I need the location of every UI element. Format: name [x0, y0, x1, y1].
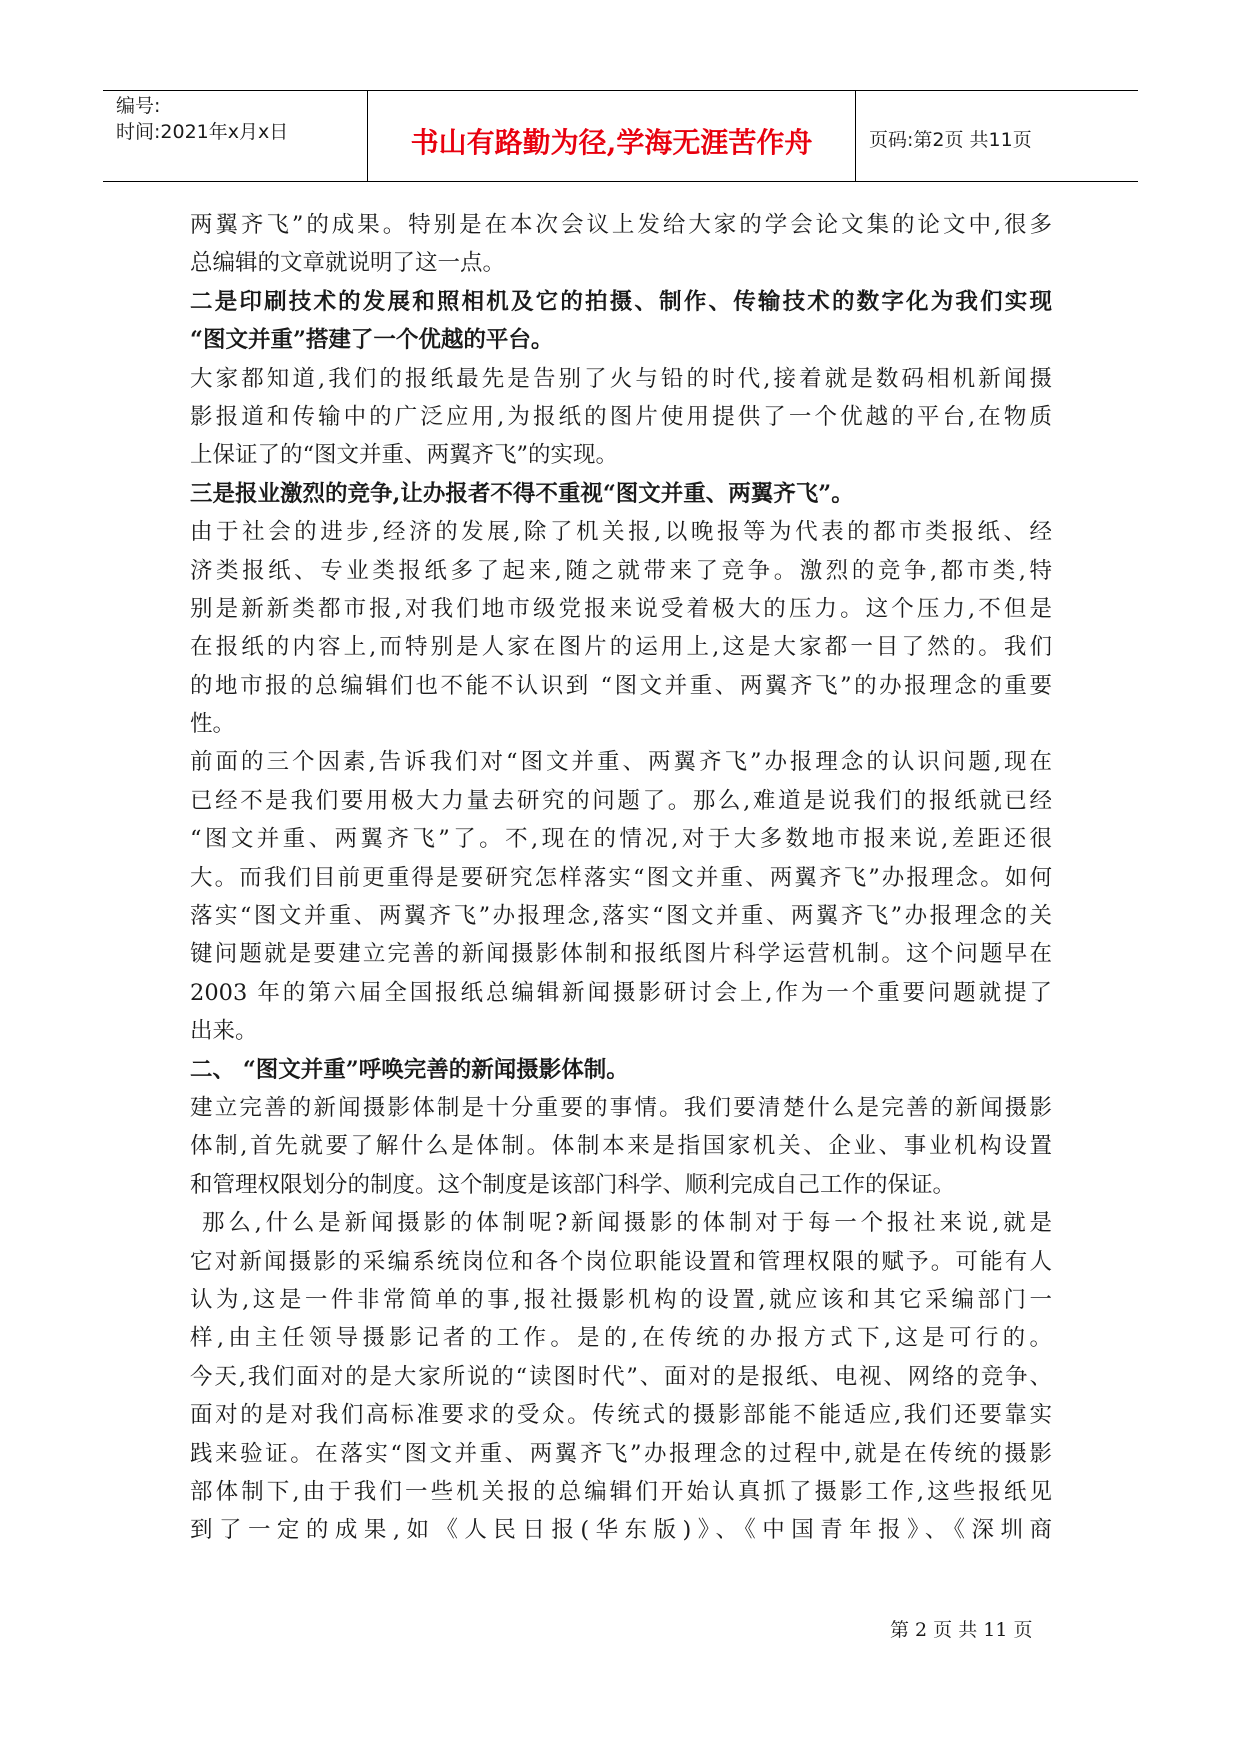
- body-text-line: 前面的三个因素,告诉我们对“图文并重、两翼齐飞”办报理念的认识问题,现在: [190, 749, 1052, 776]
- header-motto: 书山有路勤为径,学海无涯苦作舟: [368, 91, 856, 181]
- body-text-line: 影报道和传输中的广泛应用,为报纸的图片使用提供了一个优越的平台,在物质: [190, 403, 1052, 430]
- section-heading-line: 二、 “图文并重”呼唤完善的新闻摄影体制。: [190, 1056, 629, 1083]
- body-text-line: 别是新新类都市报,对我们地市级党报来说受着极大的压力。这个压力,不但是: [190, 595, 1052, 622]
- body-text-line: 大。而我们目前更重得是要研究怎样落实“图文并重、两翼齐飞”办报理念。如何: [190, 864, 1052, 891]
- body-text-line: 的地市报的总编辑们也不能不认识到 “图文并重、两翼齐飞”的办报理念的重要: [190, 672, 1052, 699]
- body-text-line: 和管理权限划分的制度。这个制度是该部门科学、顺利完成自己工作的保证。: [190, 1171, 956, 1198]
- body-text-line: 那么,什么是新闻摄影的体制呢?新闻摄影的体制对于每一个报社来说,就是: [202, 1210, 1052, 1237]
- header-meta: [103, 91, 368, 181]
- document-body: [190, 206, 1052, 1550]
- body-text-line: 它对新闻摄影的采编系统岗位和各个岗位职能设置和管理权限的赋予。可能有人: [190, 1248, 1052, 1275]
- body-text-line: 2003 年的第六届全国报纸总编辑新闻摄影研讨会上,作为一个重要问题就提了: [190, 979, 1052, 1006]
- body-text-line: 面对的是对我们高标准要求的受众。传统式的摄影部能不能适应,我们还要靠实: [190, 1402, 1052, 1429]
- body-text-line: 出来。: [190, 1018, 258, 1045]
- body-text-line: 建立完善的新闻摄影体制是十分重要的事情。我们要清楚什么是完善的新闻摄影: [190, 1094, 1052, 1121]
- body-text-line: 性。: [190, 711, 236, 738]
- body-text-line: 键问题就是要建立完善的新闻摄影体制和报纸图片科学运营机制。这个问题早在: [190, 941, 1052, 968]
- section-heading-line: 三是报业激烈的竞争,让办报者不得不重视“图文并重、两翼齐飞”。: [190, 480, 854, 507]
- document-number-label: 编号:: [116, 95, 161, 117]
- body-text-line: “图文并重、两翼齐飞”了。不,现在的情况,对于大多数地市报来说,差距还很: [190, 826, 1052, 853]
- body-text-line: 落实“图文并重、两翼齐飞”办报理念,落实“图文并重、两翼齐飞”办报理念的关: [190, 903, 1052, 930]
- body-text-line: 总编辑的文章就说明了这一点。: [190, 250, 506, 277]
- header-page-label: 页码:第2页 共11页: [869, 129, 1032, 151]
- body-text-line: 部体制下,由于我们一些机关报的总编辑们开始认真抓了摄影工作,这些报纸见: [190, 1478, 1052, 1505]
- body-text-line: 体制,首先就要了解什么是体制。体制本来是指国家机关、企业、事业机构设置: [190, 1133, 1052, 1160]
- body-text-line: 两翼齐飞”的成果。特别是在本次会议上发给大家的学会论文集的论文中,很多: [190, 212, 1052, 238]
- body-text-line: 由于社会的进步,经济的发展,除了机关报,以晚报等为代表的都市类报纸、经: [190, 519, 1052, 546]
- body-text-line: 认为,这是一件非常简单的事,报社摄影机构的设置,就应该和其它采编部门一: [190, 1286, 1052, 1313]
- body-text-line: 大家都知道,我们的报纸最先是告别了火与铅的时代,接着就是数码相机新闻摄: [190, 365, 1052, 392]
- body-text-line: 济类报纸、专业类报纸多了起来,随之就带来了竞争。激烈的竞争,都市类,特: [190, 557, 1052, 584]
- document-time-label: 时间:2021年x月x日: [116, 121, 289, 143]
- section-heading-line: “图文并重”搭建了一个优越的平台。: [190, 327, 554, 354]
- page-header: [103, 90, 1138, 182]
- body-text-line: 样,由主任领导摄影记者的工作。是的,在传统的办报方式下,这是可行的。: [190, 1325, 1052, 1352]
- body-text-line: 在报纸的内容上,而特别是人家在图片的运用上,这是大家都一目了然的。我们: [190, 634, 1052, 661]
- body-text-line: 到了一定的成果,如《人民日报(华东版)》、《中国青年报》、《深圳商: [190, 1517, 1052, 1544]
- section-heading-line: 二是印刷技术的发展和照相机及它的拍摄、制作、传输技术的数字化为我们实现: [190, 288, 1052, 315]
- body-text-line: 践来验证。在落实“图文并重、两翼齐飞”办报理念的过程中,就是在传统的摄影: [190, 1440, 1052, 1467]
- body-text-line: 已经不是我们要用极大力量去研究的问题了。那么,难道是说我们的报纸就已经: [190, 787, 1052, 814]
- body-text-line: 今天,我们面对的是大家所说的“读图时代”、面对的是报纸、电视、网络的竞争、: [190, 1363, 1052, 1390]
- body-text-line: 上保证了的“图文并重、两翼齐飞”的实现。: [190, 442, 619, 469]
- page-footer: 第 2 页 共 11 页: [890, 1619, 1033, 1641]
